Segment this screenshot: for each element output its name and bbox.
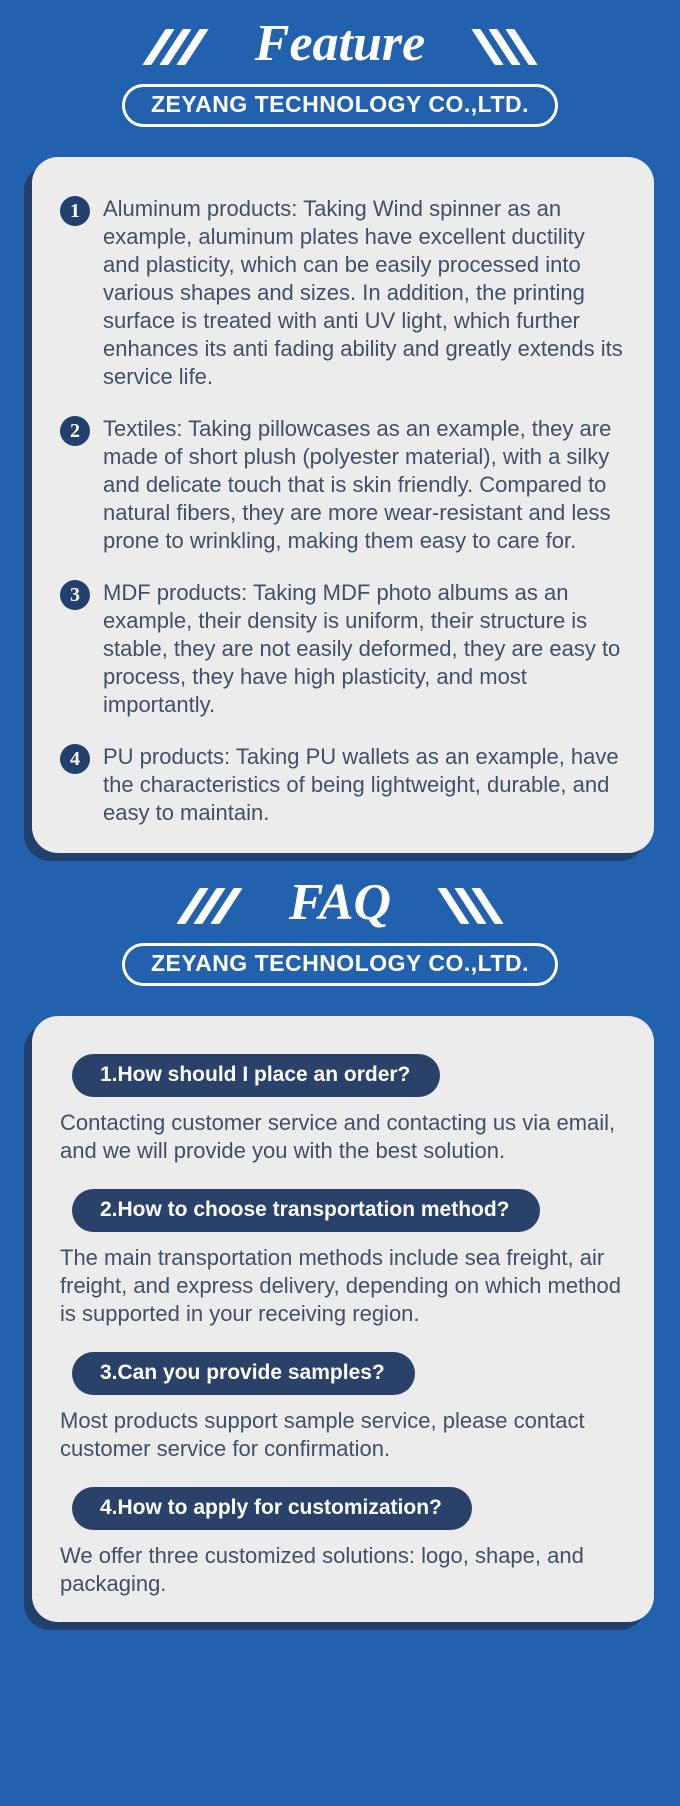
number-badge-1: 1 [60,196,90,226]
number-badge-2: 2 [60,416,90,446]
feature-section-header [0,0,680,127]
company-name-badge: ZEYANG TECHNOLOGY CO.,LTD. [122,84,558,127]
answer-text-2: The main transportation methods include sea freight, air freight, and express delivery, depending on which method is supported in your receiving region. [60,1245,621,1326]
faq-title-row [0,873,680,939]
question-pill-4: 4.How to apply for customization? [72,1487,472,1530]
faq-card [32,1016,654,1622]
feature-title: Feature [254,15,426,72]
right-slashes-icon [449,888,492,924]
feature-text-4: PU products: Taking PU wallets as an example, have the characteristics of being lightweight, durable, and easy to maintain. [103,744,619,825]
feature-title-row [0,14,680,80]
feature-item-1 [60,195,624,391]
faq-title: FAQ [288,874,392,931]
feature-text-1: Aluminum products: Taking Wind spinner as an example, aluminum plates have excellent ductility and plasticity, which can be easily processed into various shapes and sizes. In addition, the printing surface is treated with anti UV light, which further enhances its anti fading ability and greatly extends its service life. [103,196,623,389]
feature-text-2: Textiles: Taking pillowcases as an example, they are made of short plush (polyester material), with a silky and delicate touch that is skin friendly. Compared to natural fibers, they are more wear-resistant and less prone to wrinkling, making them easy to care for. [103,416,612,553]
answer-text-3: Most products support sample service, please contact customer service for confirmation. [60,1408,585,1461]
faq-item-2 [60,1189,630,1328]
faq-item-4 [60,1487,630,1598]
feature-item-3 [60,579,624,719]
answer-text-4: We offer three customized solutions: logo, shape, and packaging. [60,1543,584,1596]
feature-text-3: MDF products: Taking MDF photo albums as an example, their density is uniform, their structure is stable, they are not easily deformed, they are easy to process, they have high plasticity, and most importantly. [103,580,621,717]
question-pill-1: 1.How should I place an order? [72,1054,440,1097]
faq-section [0,853,680,1622]
number-badge-4: 4 [60,744,90,774]
faq-item-1 [60,1054,630,1165]
feature-section [0,0,680,853]
feature-card [32,157,654,853]
left-slashes-icon [154,29,197,65]
faq-section-header [0,853,680,986]
feature-item-4 [60,743,624,827]
right-slashes-icon [483,29,526,65]
faq-item-3 [60,1352,630,1463]
question-pill-3: 3.Can you provide samples? [72,1352,415,1395]
feature-item-2 [60,415,624,555]
company-name-badge: ZEYANG TECHNOLOGY CO.,LTD. [122,943,558,986]
left-slashes-icon [188,888,231,924]
number-badge-3: 3 [60,580,90,610]
question-pill-2: 2.How to choose transportation method? [72,1189,540,1232]
answer-text-1: Contacting customer service and contacting us via email, and we will provide you with the best solution. [60,1110,616,1163]
